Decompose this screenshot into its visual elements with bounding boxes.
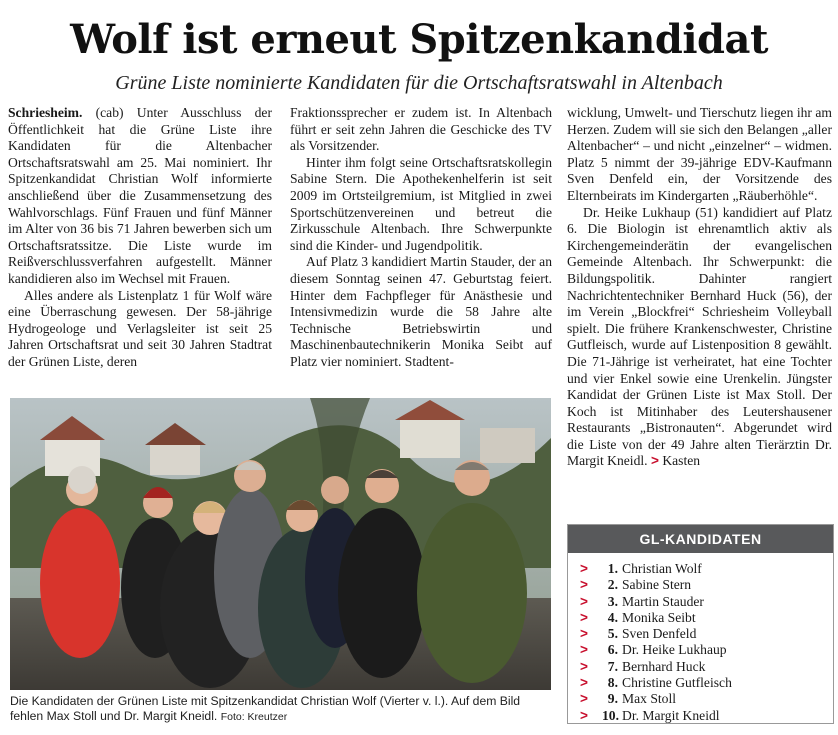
list-item [580,708,833,724]
paragraph: Hinter ihm folgt seine Ortschaftsratskollegin Sabine Stern. Die Apothekenhelferin ist seit 2009 im Ortsteilgremium, ist Mitglied in zwei Sportschützenvereinen und betreut die Zirkusschule Altenbach. Ihre Schwerpunkte sind die Kinder- und Jugendpolitik. [290,154,552,253]
candidate-name: Dr. Heike Lukhaup [622,642,727,658]
arrow-icon: > [580,658,588,674]
candidate-name: Martin Stauder [622,593,704,609]
reference-label: Kasten [662,453,701,469]
candidate-name: Monika Seibt [622,609,696,625]
list-item [580,642,833,658]
candidate-name: Bernhard Huck [622,658,706,674]
paragraph: Alles andere als Listenplatz 1 für Wolf wäre eine Überraschung gewesen. Der 58-jährige Hydrogeologe und Verlagsleiter ist seit 25 Jahren Ortschaftsrat und seit 30 Jahren Stadtrat der Grünen Liste, deren [8,287,272,369]
list-number: 5. [607,626,618,642]
list-item [580,659,833,675]
arrow-icon: > [580,577,588,593]
candidates-list [568,561,833,724]
arrow-icon: > [580,691,588,707]
arrow-icon: > [580,626,588,642]
list-number: 3. [607,593,618,609]
dateline: Schriesheim. [8,105,83,120]
list-number: 2. [607,577,618,593]
article-column-2 [290,105,552,371]
article-column-3 [567,105,832,470]
paragraph [8,105,272,288]
photo-caption [10,694,555,725]
list-item [580,626,833,642]
caption-text: Die Kandidaten der Grünen Liste mit Spitzenkandidat Christian Wolf (Vierter v. l.). Auf dem Bild fehlen Max Stoll und Dr. Margit Kneidl. [10,694,521,723]
arrow-icon: > [580,609,588,625]
list-item [580,577,833,593]
paragraph-text: Dr. Heike Lukhaup (51) kandidiert auf Platz 6. Die Biologin ist ehrenamtlich aktiv als Kirchengemeinderätin der evangelischen Gemeinde Altenbach. Ihr Schwerpunkt: die Bildungspolitik. Dahinter rangiert Nachrichtentechniker Bernhard Huck (56), der im Verein „Blockfrei“ Schriesheim Volleyball spielt. Die frühere Krankenschwester, Christine Gutfleisch, wurde auf Listenposition 8 gewählt. Die 71-Jährige ist verheiratet, hat eine Tochter und vier Enkel sowie eine Urenkelin. Jüngster Kandidat der Grünen Liste ist Max Stoll. Der Koch ist Mitinhaber des Leutershausener Restaurants „Bistronauten“. Abgerundet wird die Liste von der 49 Jahre alten Tierärztin Dr. Margit Kneidl. [567,204,832,469]
list-number: 9. [607,691,618,707]
list-number: 10. [602,707,619,723]
reference-arrow-icon: > [650,453,659,469]
list-item [580,610,833,626]
paragraph: wicklung, Umwelt- und Tierschutz liegen ihr am Herzen. Zudem will sie sich den Belangen „aller Altenbacher“ – und nicht „einzelner“ – widmen. Platz 5 nimmt der 39-jährige EDV-Kaufmann Sven Denfeld ein, der Vorsitzende des Elternbeirats im Kindergarten „Räuberhöhle“. [567,105,832,203]
list-number: 6. [607,642,618,658]
arrow-icon: > [580,675,588,691]
paragraph-text: (cab) Unter Ausschluss der Öffentlichkeit hat die Grüne Liste ihre Kandidaten für die Altenbacher Ortschaftsratswahl am 25. Mai nominiert. Ihr Spitzenkandidat Christian Wolf informierte anschließend über die Zusammensetzung des Wahlvorschlags. Fünf Frauen und fünf Männer im Alter von 36 bis 71 Jahren bewerben sich um Ortschaftsratssitze. Die Liste wurde im Reißverschlussverfahren aufgestellt. Männer kandidieren also im Wechsel mit Frauen. [8,105,272,286]
article-column-1 [8,105,272,371]
candidates-box [567,524,834,724]
paragraph: Auf Platz 3 kandidiert Martin Stauder, der an diesem Sonntag seinen 47. Geburtstag feiert. Hinter dem Fachpfleger für Anästhesie und Intensivmedizin wurde die 58 Jahre alte Technische Betriebswirtin und Maschinenbautechnikerin Monika Seibt auf Platz vier nominiert. Stadtent- [290,254,552,369]
photo-illustration [10,398,551,690]
paragraph: Fraktionssprecher er zudem ist. In Altenbach führt er seit zehn Jahren die Geschicke des TV als Vorsitzender. [290,105,552,154]
arrow-icon: > [580,593,588,609]
arrow-icon: > [580,642,588,658]
list-number: 8. [607,675,618,691]
headline: Wolf ist erneut Spitzenkandidat [70,16,768,63]
paragraph [567,205,832,471]
candidate-name: Sabine Stern [622,577,692,593]
candidate-name: Dr. Margit Kneidl [622,707,720,723]
list-item [580,561,833,577]
arrow-icon: > [580,707,588,723]
list-item [580,594,833,610]
box-title: GL-KANDIDATEN [568,525,833,553]
candidate-name: Max Stoll [622,691,677,707]
group-photo [10,398,551,690]
candidate-name: Christine Gutfleisch [622,675,732,691]
list-number: 4. [607,609,618,625]
list-item [580,675,833,691]
candidate-name: Sven Denfeld [622,626,697,642]
subheadline: Grüne Liste nominierte Kandidaten für die Ortschaftsratswahl in Altenbach [115,72,723,94]
list-item [580,691,833,707]
photo-credit: Foto: Kreutzer [220,711,288,723]
list-number: 7. [607,658,618,674]
candidate-name: Christian Wolf [622,561,702,576]
arrow-icon: > [580,561,588,576]
list-number: 1. [607,561,618,576]
